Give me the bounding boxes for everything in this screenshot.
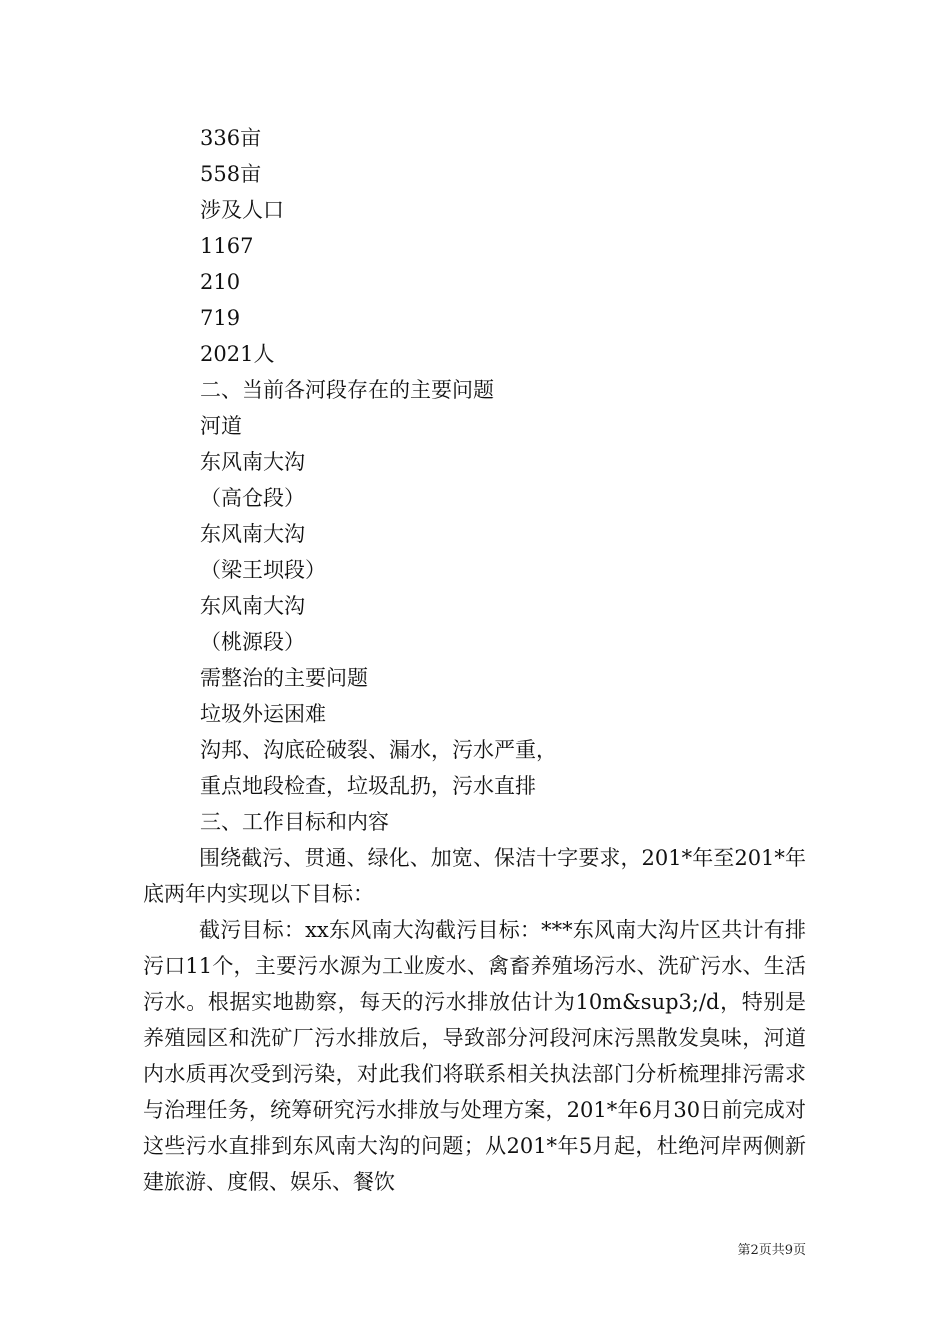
text-line: 重点地段检查，垃圾乱扔，污水直排 <box>200 774 536 798</box>
text-line: 垃圾外运困难 <box>200 702 326 726</box>
text-line: （梁王坝段） <box>200 558 326 582</box>
section-heading: 三、工作目标和内容 <box>200 810 389 834</box>
text-line: 沟邦、沟底砼破裂、漏水，污水严重， <box>200 738 557 762</box>
text-line: 河道 <box>200 414 242 438</box>
paragraph-goals-intro <box>143 840 806 912</box>
text-line: 719 <box>200 306 241 330</box>
text-line: 1167 <box>200 234 254 258</box>
text-line: （高仓段） <box>200 486 305 510</box>
text-line: 涉及人口 <box>200 198 284 222</box>
text-line: （桃源段） <box>200 630 305 654</box>
text-line: 336亩 <box>200 126 262 150</box>
paragraph-text: 围绕截污、贯通、绿化、加宽、保洁十字要求，201*年至201*年底两年内实现以下目标： <box>143 846 806 906</box>
text-line: 210 <box>200 270 241 294</box>
text-line: 东风南大沟 <box>200 594 305 618</box>
text-line: 需整治的主要问题 <box>200 666 368 690</box>
paragraph-sewage-target <box>143 912 806 1200</box>
text-line: 东风南大沟 <box>200 522 305 546</box>
page-number-footer: 第2页共9页 <box>737 1243 806 1258</box>
section-heading: 二、当前各河段存在的主要问题 <box>200 378 494 402</box>
text-line: 2021人 <box>200 342 275 366</box>
text-line: 东风南大沟 <box>200 450 305 474</box>
paragraph-text: 截污目标：xx东风南大沟截污目标：***东风南大沟片区共计有排污口11个，主要污水源为工业废水、禽畜养殖场污水、洗矿污水、生活污水。根据实地勘察，每天的污水排放估计为10m&sup3;/d，特别是养殖园区和洗矿厂污水排放后，导致部分河段河床污黑散发臭味，河道内水质再次受到污染，对此我们将联系相关执法部门分析梳理排污需求与治理任务，统筹研究污水排放与处理方案，201*年6月30日前完成对这些污水直排到东风南大沟的问题；从201*年5月起，杜绝河岸两侧新建旅游、度假、娱乐、餐饮 <box>143 918 806 1194</box>
text-line: 558亩 <box>200 162 262 186</box>
